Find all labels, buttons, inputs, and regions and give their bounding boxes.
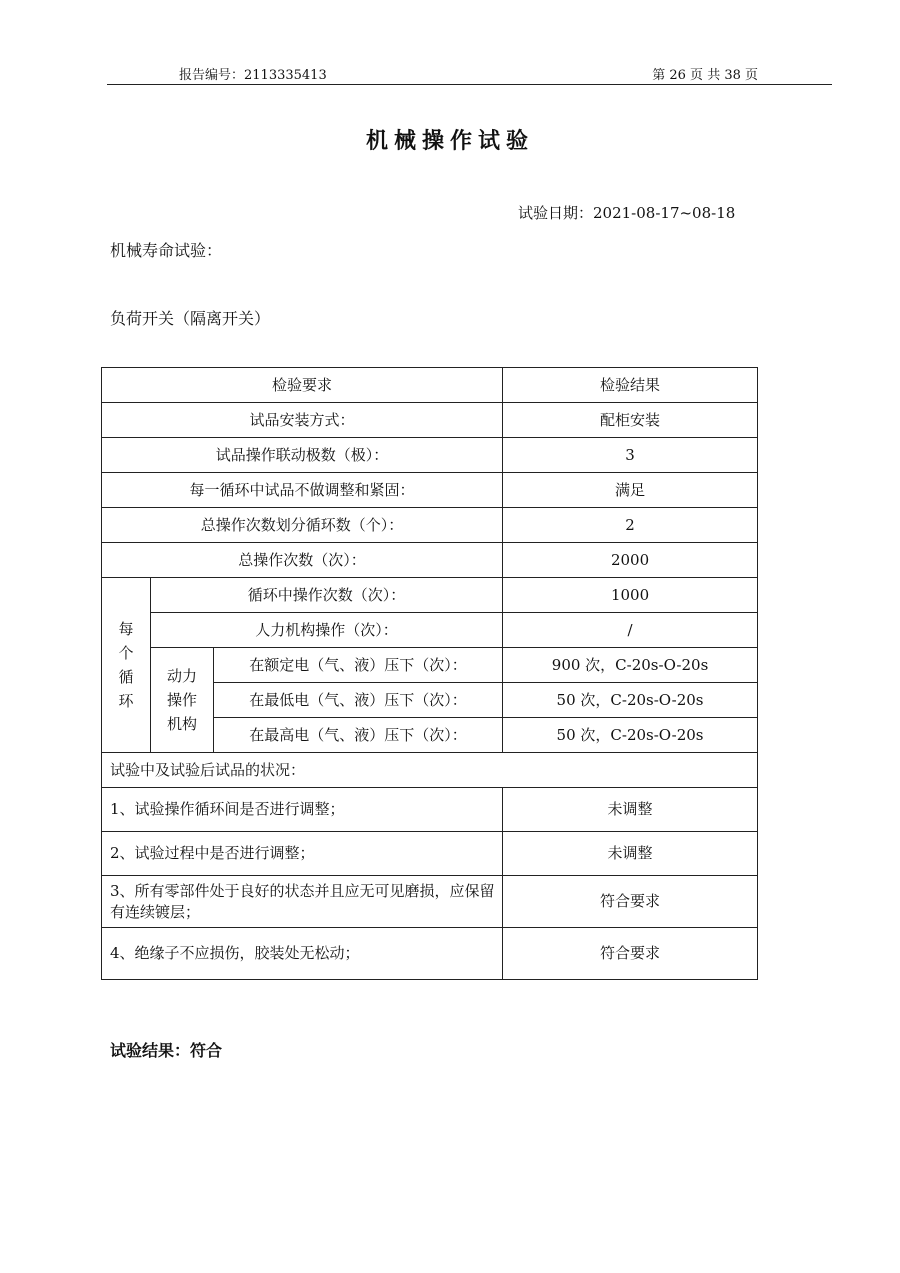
power-label: [151, 648, 214, 753]
page-header: [107, 62, 832, 85]
page-info: 第 26 页 共 38 页: [652, 68, 758, 83]
table-row: [102, 473, 758, 508]
condition-title-row: [102, 753, 758, 788]
row-requirement: 试品安装方式：: [102, 403, 503, 438]
row-requirement: 3、所有零部件处于良好的状态并且应无可见磨损，应保留有连续镀层；: [102, 876, 503, 928]
table-row: [102, 578, 758, 613]
power-label-text: 动力操作机构: [167, 667, 198, 733]
section-life-test: 机械寿命试验：: [110, 241, 223, 260]
row-result: 未调整: [503, 832, 758, 876]
row-result: 符合要求: [503, 928, 758, 980]
test-result: 试验结果：符合: [110, 1041, 223, 1060]
table-row: [102, 543, 758, 578]
row-requirement: 1、试验操作循环间是否进行调整；: [102, 788, 503, 832]
row-requirement: 总操作次数（次）：: [102, 543, 503, 578]
row-requirement: 每一循环中试品不做调整和紧固：: [102, 473, 503, 508]
table-row: [102, 648, 758, 683]
table-row: [102, 928, 758, 980]
row-result: 900 次，C-20s-O-20s: [503, 648, 758, 683]
test-date: 试验日期：2021-08-17~08-18: [518, 204, 736, 222]
table-row: [102, 403, 758, 438]
row-requirement: 在额定电（气、液）压下（次）：: [214, 648, 503, 683]
row-result: 符合要求: [503, 876, 758, 928]
row-requirement: 在最高电（气、液）压下（次）：: [214, 718, 503, 753]
row-result: 50 次，C-20s-O-20s: [503, 718, 758, 753]
table-row: [102, 788, 758, 832]
row-result: 3: [503, 438, 758, 473]
row-result: 配柜安装: [503, 403, 758, 438]
header-requirement: 检验要求: [102, 368, 503, 403]
table-header-row: [102, 368, 758, 403]
row-requirement: 人力机构操作（次）：: [151, 613, 503, 648]
row-requirement: 循环中操作次数（次）：: [151, 578, 503, 613]
table-row: [102, 876, 758, 928]
row-requirement: 试品操作联动极数（极）：: [102, 438, 503, 473]
table-row: [102, 613, 758, 648]
table-row: [102, 508, 758, 543]
row-result: 2000: [503, 543, 758, 578]
report-number: 报告编号：2113335413: [179, 68, 327, 83]
row-requirement: 在最低电（气、液）压下（次）：: [214, 683, 503, 718]
header-result: 检验结果: [503, 368, 758, 403]
test-table: [101, 367, 758, 980]
row-result: 50 次，C-20s-O-20s: [503, 683, 758, 718]
table-row: [102, 832, 758, 876]
condition-title: 试验中及试验后试品的状况：: [102, 753, 758, 788]
row-requirement: 总操作次数划分循环数（个）：: [102, 508, 503, 543]
row-result: 未调整: [503, 788, 758, 832]
section-switch-type: 负荷开关（隔离开关）: [110, 309, 271, 328]
cycle-label-text: 每个循环: [118, 620, 134, 710]
cycle-label: [102, 578, 151, 753]
row-result: 满足: [503, 473, 758, 508]
row-requirement: 2、试验过程中是否进行调整；: [102, 832, 503, 876]
page-title: 机械操作试验: [365, 128, 534, 154]
row-result: 2: [503, 508, 758, 543]
table-row: [102, 438, 758, 473]
row-result: 1000: [503, 578, 758, 613]
row-requirement: 4、绝缘子不应损伤，胶装处无松动；: [102, 928, 503, 980]
row-result: /: [503, 613, 758, 648]
